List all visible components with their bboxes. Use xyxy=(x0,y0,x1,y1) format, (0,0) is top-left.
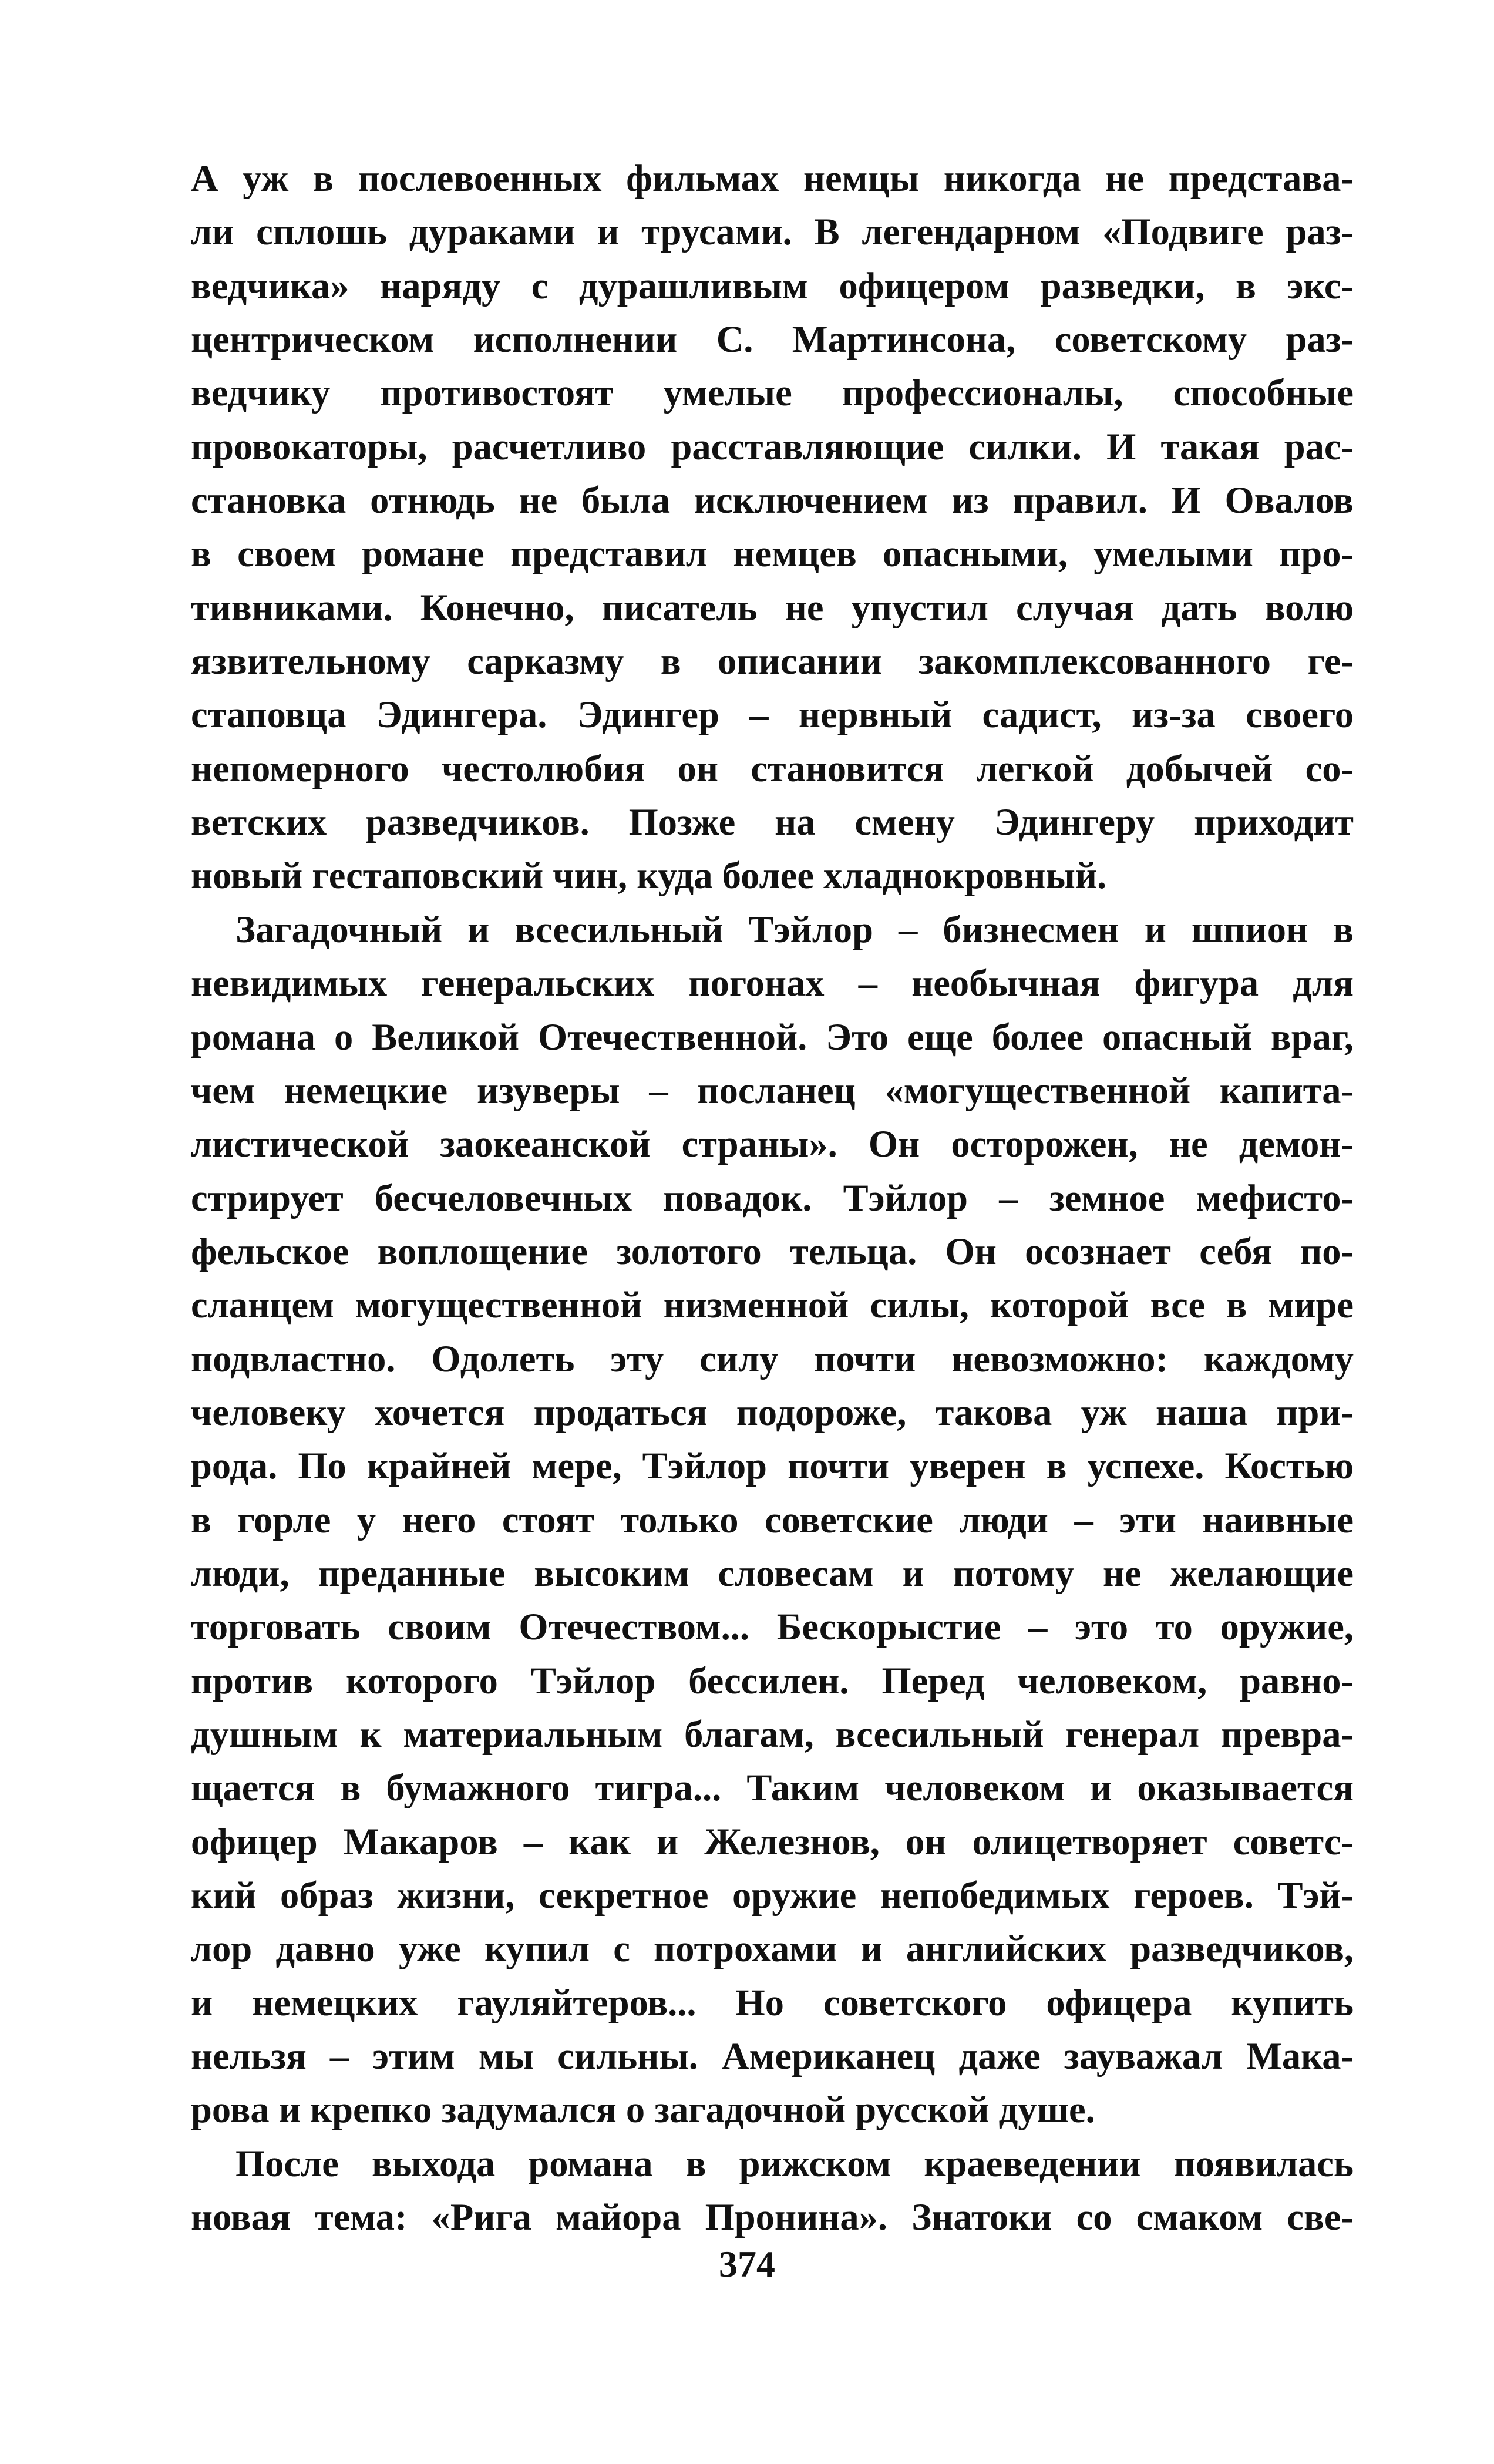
text-line: После выхода романа в рижском краеведении появилась xyxy=(235,2142,1354,2184)
text-line: язвительному сарказму в описании закомплексованного ге- xyxy=(191,640,1354,683)
text-line: центрическом исполнении С. Мартинсона, советскому раз- xyxy=(191,318,1354,361)
text-line: фельское воплощение золотого тельца. Он осознает себя по- xyxy=(191,1230,1354,1272)
text-line: ветских разведчиков. Позже на смену Эдингеру приходит xyxy=(191,801,1354,843)
text-line: кий образ жизни, секретное оружие непобедимых героев. Тэй- xyxy=(191,1874,1354,1916)
text-line: стаповца Эдингера. Эдингер – нервный садист, из-за своего xyxy=(191,694,1354,736)
text-line: люди, преданные высоким словесам и потому не желающие xyxy=(191,1552,1354,1594)
text-line: ведчика» наряду с дурашливым офицером разведки, в экс- xyxy=(191,264,1354,307)
text-line: в горле у него стоят только советские люди – эти наивные xyxy=(191,1498,1354,1541)
paragraph xyxy=(191,152,1354,903)
text-line: душным к материальным благам, всесильный генерал превра- xyxy=(191,1713,1354,1755)
text-line: невидимых генеральских погонах – необычная фигура для xyxy=(191,962,1354,1004)
text-line: романа о Великой Отечественной. Это еще более опасный враг, xyxy=(191,1016,1354,1058)
text-line: тивниками. Конечно, писатель не упустил случая дать волю xyxy=(191,586,1354,628)
paragraph xyxy=(191,903,1354,2137)
text-line: торговать своим Отечеством... Бескорыстие – это то оружие, xyxy=(191,1606,1354,1648)
text-line: чем немецкие изуверы – посланец «могущественной капита- xyxy=(191,1069,1354,1111)
text-line: А уж в послевоенных фильмах немцы никогда не представа- xyxy=(191,157,1354,199)
text-line: и немецких гауляйтеров... Но советского офицера купить xyxy=(191,1981,1354,2023)
text-line: сланцем могущественной низменной силы, которой все в мире xyxy=(191,1284,1354,1326)
page-number: 374 xyxy=(719,2243,775,2285)
text-line: Загадочный и всесильный Тэйлор – бизнесмен и шпион в xyxy=(235,908,1354,950)
text-line: становка отнюдь не была исключением из правил. И Овалов xyxy=(191,479,1354,522)
text-line: подвластно. Одолеть эту силу почти невозможно: каждому xyxy=(191,1337,1354,1380)
body-text xyxy=(191,152,1354,2244)
text-line: рова и крепко задумался о загадочной русской душе. xyxy=(191,2089,1095,2131)
paragraph xyxy=(191,2137,1354,2244)
text-line: новый гестаповский чин, куда более хладнокровный. xyxy=(191,855,1107,897)
text-line: человеку хочется продаться подороже, такова уж наша при- xyxy=(191,1391,1354,1433)
text-line: лор давно уже купил с потрохами и английских разведчиков, xyxy=(191,1928,1354,1970)
text-line: в своем романе представил немцев опасными, умелыми про- xyxy=(191,533,1354,575)
text-line: провокаторы, расчетливо расставляющие силки. И такая рас- xyxy=(191,425,1354,468)
text-line: непомерного честолюбия он становится легкой добычей со- xyxy=(191,747,1354,789)
text-line: против которого Тэйлор бессилен. Перед человеком, равно- xyxy=(191,1659,1354,1702)
text-line: рода. По крайней мере, Тэйлор почти уверен в успехе. Костью xyxy=(191,1445,1354,1487)
text-line: щается в бумажного тигра... Таким человеком и оказывается xyxy=(191,1767,1354,1809)
text-line: нельзя – этим мы сильны. Американец даже зауважал Мака- xyxy=(191,2035,1354,2078)
text-line: новая тема: «Рига майора Пронина». Знатоки со смаком све- xyxy=(191,2196,1354,2238)
text-line: офицер Макаров – как и Железнов, он олицетворяет советс- xyxy=(191,1820,1354,1863)
text-line: ли сплошь дураками и трусами. В легендарном «Подвиге раз- xyxy=(191,211,1354,253)
text-line: стрирует бесчеловечных повадок. Тэйлор – земное мефисто- xyxy=(191,1176,1354,1219)
text-line: листической заокеанской страны». Он осторожен, не демон- xyxy=(191,1123,1354,1165)
text-line: ведчику противостоят умелые профессионалы, способные xyxy=(191,372,1354,414)
